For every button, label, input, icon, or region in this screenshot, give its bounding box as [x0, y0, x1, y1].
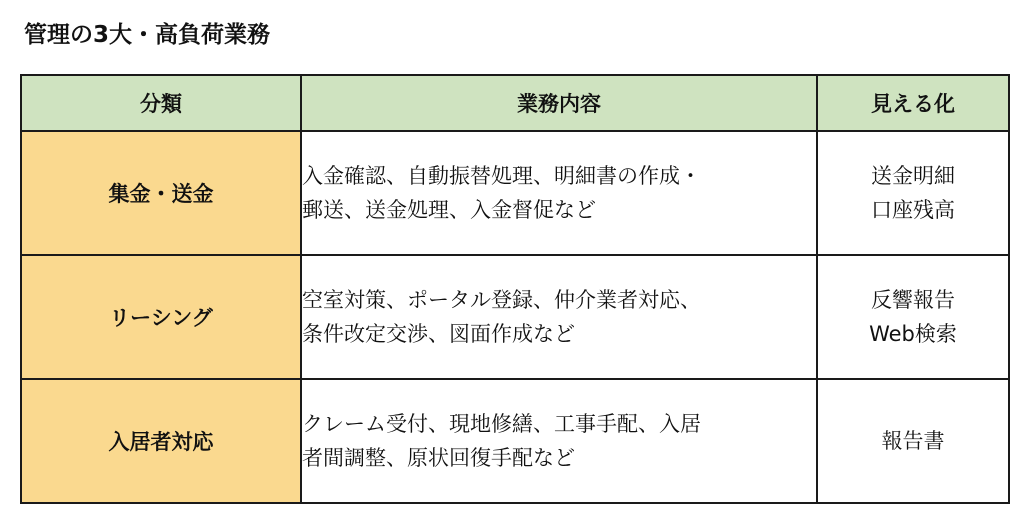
- header-category: 分類: [21, 75, 301, 131]
- header-content: 業務内容: [301, 75, 817, 131]
- table-row: [21, 379, 1009, 503]
- category-cell: リーシング: [21, 255, 301, 379]
- table-row: [21, 255, 1009, 379]
- content-line: 空室対策、ポータル登録、仲介業者対応、: [302, 288, 701, 312]
- visual-cell: [817, 131, 1009, 255]
- content-line: 郵送、送金処理、入金督促など: [302, 198, 596, 222]
- category-cell: 集金・送金: [21, 131, 301, 255]
- content-line: 者間調整、原状回復手配など: [302, 446, 575, 470]
- header-visual: 見える化: [817, 75, 1009, 131]
- visual-line: 送金明細: [871, 164, 955, 188]
- content-line: クレーム受付、現地修繕、工事手配、入居: [302, 412, 701, 436]
- table-row: [21, 131, 1009, 255]
- content-line: 入金確認、自動振替処理、明細書の作成・: [302, 164, 701, 188]
- visual-line: 報告書: [881, 429, 945, 453]
- visual-line: 口座残高: [871, 198, 955, 222]
- content-cell: [301, 379, 817, 503]
- visual-cell: [817, 379, 1009, 503]
- content-line: 条件改定交渉、図面作成など: [302, 322, 575, 346]
- category-cell: 入居者対応: [21, 379, 301, 503]
- content-cell: [301, 255, 817, 379]
- visual-cell: [817, 255, 1009, 379]
- visual-line: Web検索: [869, 322, 957, 346]
- visual-line: 反響報告: [871, 288, 955, 312]
- header-row: [21, 75, 1009, 131]
- content-cell: [301, 131, 817, 255]
- document-title: 管理の3大・高負荷業務: [24, 22, 271, 48]
- business-table: [20, 74, 1010, 504]
